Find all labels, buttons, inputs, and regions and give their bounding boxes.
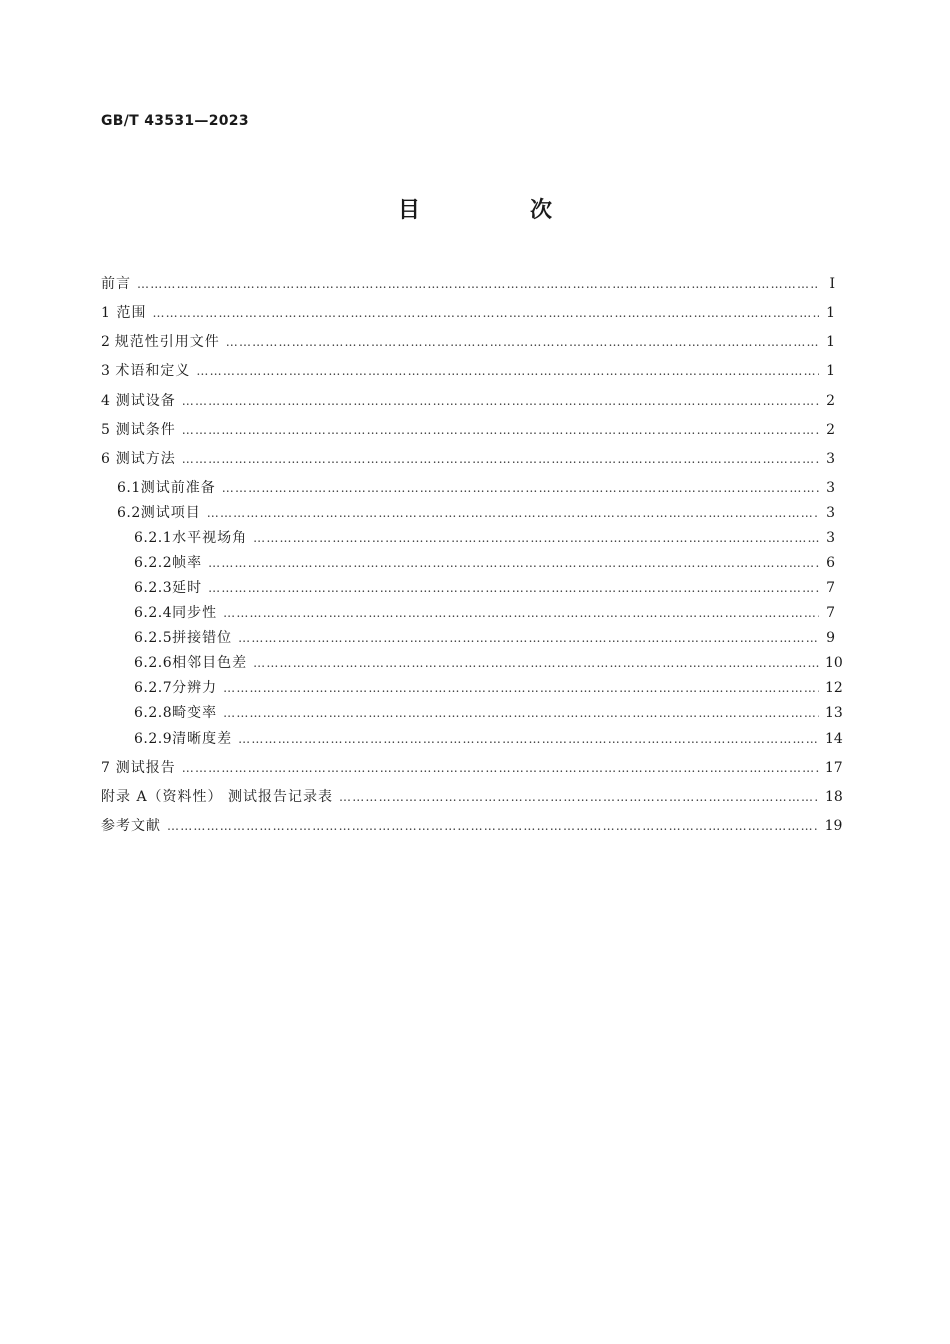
toc-entry-label: 规范性引用文件 <box>114 334 220 350</box>
toc-entry-number: 6.2.3 <box>134 580 173 596</box>
toc-leader-dots <box>182 420 819 440</box>
toc-entry-number: 6.2.6 <box>134 655 173 671</box>
toc-leader-dots <box>182 449 819 469</box>
toc-entry-number: 1 <box>101 305 111 321</box>
toc-entry-1[interactable] <box>101 303 835 323</box>
toc-entry-page: 13 <box>825 705 843 721</box>
toc-entry-page: 3 <box>826 480 835 496</box>
toc-entry-number: 6.2.7 <box>134 680 173 696</box>
toc-entry-6-2-3[interactable] <box>134 578 835 598</box>
toc-entry-page: 7 <box>826 605 835 621</box>
toc-entry-label: 同步性 <box>172 605 218 621</box>
toc-entry-page: 12 <box>825 680 843 696</box>
toc-entry-6[interactable] <box>101 449 835 469</box>
toc-leader-dots <box>253 653 819 673</box>
toc-leader-dots <box>238 729 819 749</box>
toc-entry-label: 范围 <box>116 305 147 321</box>
toc-entry-number: 6.2.4 <box>134 605 173 621</box>
toc-entry-page: 1 <box>826 305 835 321</box>
toc-entry-page: 2 <box>826 422 835 438</box>
toc-leader-dots <box>253 528 819 548</box>
toc-entry-7[interactable] <box>101 758 843 778</box>
toc-entry-label: 测试前准备 <box>140 480 216 496</box>
toc-entry-number: 6.2.2 <box>134 555 173 571</box>
toc-leader-dots <box>238 628 819 648</box>
toc-entry-5[interactable] <box>101 420 835 440</box>
toc-entry-page: Ⅰ <box>829 276 835 292</box>
toc-entry-6-2-1[interactable] <box>134 528 835 548</box>
toc-leader-dots <box>182 391 819 411</box>
toc-entry-label: 测试项目 <box>140 505 201 521</box>
toc-entry-label: 拼接错位 <box>172 630 233 646</box>
toc-entry-page: 3 <box>826 530 835 546</box>
toc-entry-number: 7 <box>101 760 111 776</box>
toc-leader-dots <box>167 816 819 836</box>
toc-entry-page: 3 <box>826 451 835 467</box>
toc-entry-number: 4 <box>101 393 111 409</box>
toc-leader-dots <box>223 703 819 723</box>
toc-entry-6-2-5[interactable] <box>134 628 835 648</box>
toc-entry-number: 5 <box>101 422 111 438</box>
toc-entry-label: 水平视场角 <box>172 530 248 546</box>
toc-entry-2[interactable] <box>101 332 835 352</box>
toc-leader-dots <box>207 503 819 523</box>
toc-entry-label: 帧率 <box>172 555 203 571</box>
toc-entry-label: 附录 A（资料性） 测试报告记录表 <box>101 789 334 805</box>
toc-entry-appendix-a[interactable] <box>101 787 843 807</box>
toc-leader-dots <box>223 678 819 698</box>
toc-entry-number: 6 <box>101 451 111 467</box>
toc-entry-label: 测试设备 <box>115 393 176 409</box>
toc-entry-4[interactable] <box>101 391 835 411</box>
toc-entry-label: 测试方法 <box>115 451 176 467</box>
toc-entry-page: 7 <box>826 580 835 596</box>
toc-leader-dots <box>196 361 819 381</box>
toc-entry-number: 6.1 <box>117 480 141 496</box>
toc-leader-dots <box>182 758 819 778</box>
toc-entry-number: 6.2.9 <box>134 731 173 747</box>
toc-entry-page: 17 <box>824 760 843 776</box>
toc-entry-label: 清晰度差 <box>172 731 233 747</box>
toc-entry-label: 分辨力 <box>172 680 218 696</box>
toc-entry-6-2-7[interactable] <box>134 678 843 698</box>
toc-entry-label: 相邻目色差 <box>172 655 248 671</box>
toc-entry-6-2-2[interactable] <box>134 553 835 573</box>
toc-leader-dots <box>152 303 819 323</box>
toc-entry-6-2-9[interactable] <box>134 729 843 749</box>
toc-leader-dots <box>339 787 819 807</box>
toc-entry-number: 6.2 <box>117 505 141 521</box>
toc-entry-number: 6.2.8 <box>134 705 173 721</box>
toc-leader-dots <box>137 274 819 294</box>
toc-entry-3[interactable] <box>101 361 835 381</box>
toc-entry-page: 18 <box>825 789 843 805</box>
toc-leader-dots <box>208 578 819 598</box>
toc-entry-page: 2 <box>826 393 835 409</box>
toc-leader-dots <box>226 332 819 352</box>
toc-entry-label: 前言 <box>101 276 131 292</box>
toc-entry-6-1[interactable] <box>117 478 835 498</box>
toc-entry-6-2-4[interactable] <box>134 603 835 623</box>
toc-entry-6-2-6[interactable] <box>134 653 843 673</box>
toc-entry-6-2[interactable] <box>117 503 835 523</box>
toc-entry-references[interactable] <box>101 816 843 836</box>
toc-entry-label: 术语和定义 <box>115 363 191 379</box>
toc-entry-number: 3 <box>101 363 111 379</box>
toc-leader-dots <box>222 478 819 498</box>
toc-entry-page: 1 <box>826 363 835 379</box>
toc-entry-page: 10 <box>825 655 843 671</box>
toc-entry-6-2-8[interactable] <box>134 703 843 723</box>
toc-entry-page: 19 <box>824 818 843 834</box>
toc-entry-label: 延时 <box>172 580 203 596</box>
toc-entry-page: 1 <box>826 334 835 350</box>
toc-entry-number: 6.2.5 <box>134 630 173 646</box>
toc-entry-number: 2 <box>101 334 111 350</box>
toc-entry-page: 14 <box>825 731 843 747</box>
toc-entry-label: 测试报告 <box>115 760 176 776</box>
standard-number: GB/T 43531—2023 <box>101 113 249 129</box>
toc-entry-foreword[interactable] <box>101 274 835 294</box>
toc-entry-label: 测试条件 <box>115 422 176 438</box>
toc-entry-page: 9 <box>826 630 835 646</box>
toc-leader-dots <box>223 603 819 623</box>
toc-entry-label: 参考文献 <box>101 818 161 834</box>
page-title: 目 次 <box>397 198 596 223</box>
toc-entry-label: 畸变率 <box>172 705 218 721</box>
toc-entry-page: 6 <box>826 555 835 571</box>
toc-entry-page: 3 <box>826 505 835 521</box>
toc-entry-number: 6.2.1 <box>134 530 173 546</box>
toc-leader-dots <box>208 553 819 573</box>
